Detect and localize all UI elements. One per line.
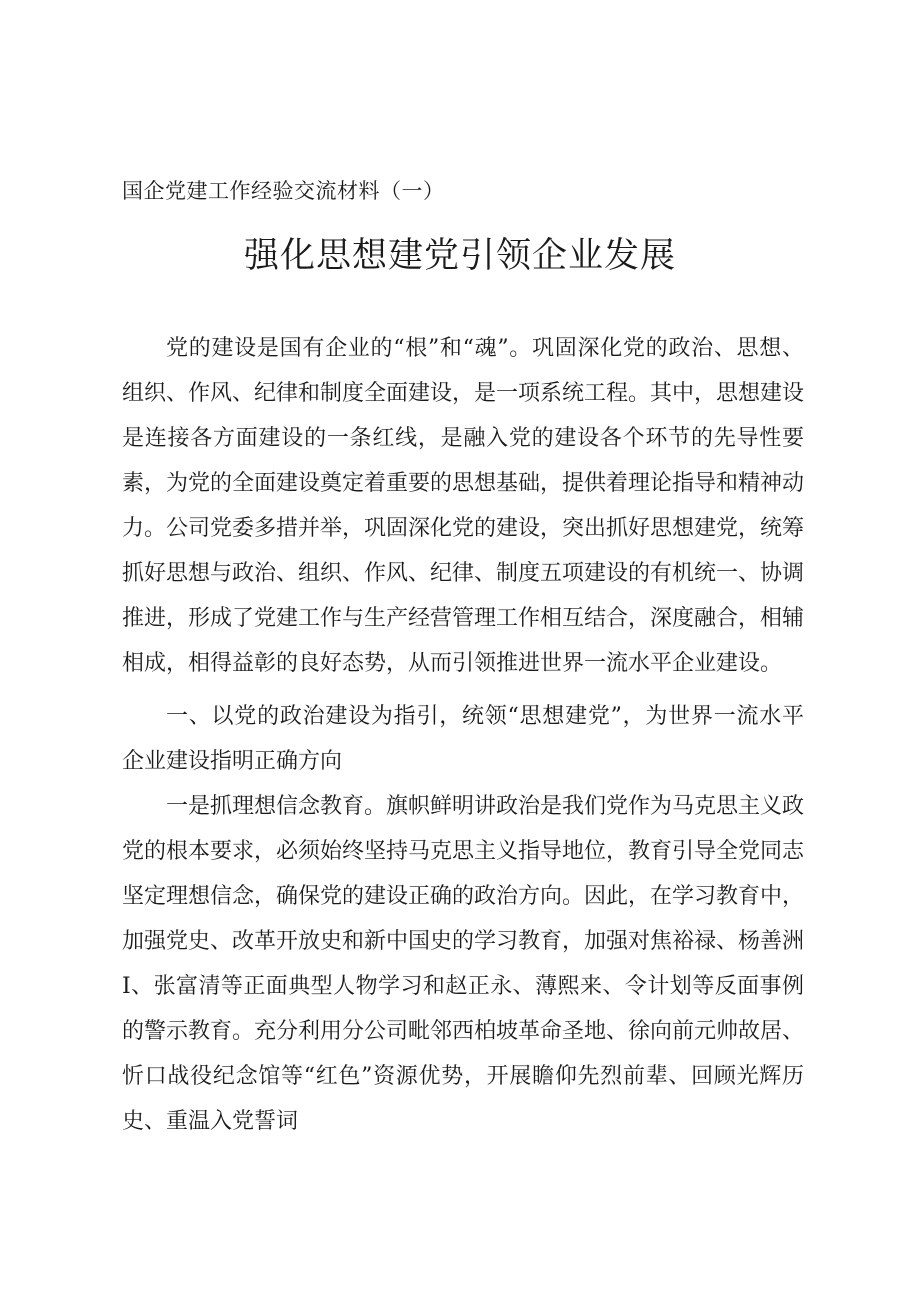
document-title: 强化思想建党引领企业发展 [243,236,676,276]
section-heading-1: 一、以党的政治建设为指引，统领“思想建党”，为世界一流水平企业建设指明正确方向 [122,704,804,774]
document-subtitle: 国企党建工作经验交流材料（一） [122,179,445,203]
section-1-paragraph-1: 一是抓理想信念教育。旗帜鲜明讲政治是我们党作为马克思主义政党的根本要求，必须始终坚持马克思主义指导地位，教育引导全党同志坚定理想信念，确保党的建设正确的政治方向。因此，在学习教育中，加强党史、改革开放史和新中国史的学习教育，加强对焦裕禄、杨善洲I、张富清等正面典型人物学习和赵正永、薄熙来、令计划等反面事例的警示教育。充分利用分公司毗邻西柏坡革命圣地、徐向前元帅故居、忻口战役纪念馆等“红色”资源优势，开展瞻仰先烈前辈、回顾光辉历史、重温入党誓词 [122,794,805,1134]
intro-paragraph: 党的建设是国有企业的“根”和“魂”。巩固深化党的政治、思想、组织、作风、纪律和制度全面建设，是一项系统工程。其中，思想建设是连接各方面建设的一条红线，是融入党的建设各个环节的先导性要素，为党的全面建设奠定着重要的思想基础，提供着理论指导和精神动力。公司党委多措并举，巩固深化党的建设，突出抓好思想建党，统筹抓好思想与政治、组织、作风、纪律、制度五项建设的有机统一、协调推进，形成了党建工作与生产经营管理工作相互结合，深度融合，相辅相成，相得益彰的良好态势，从而引领推进世界一流水平企业建设。 [122,336,805,676]
